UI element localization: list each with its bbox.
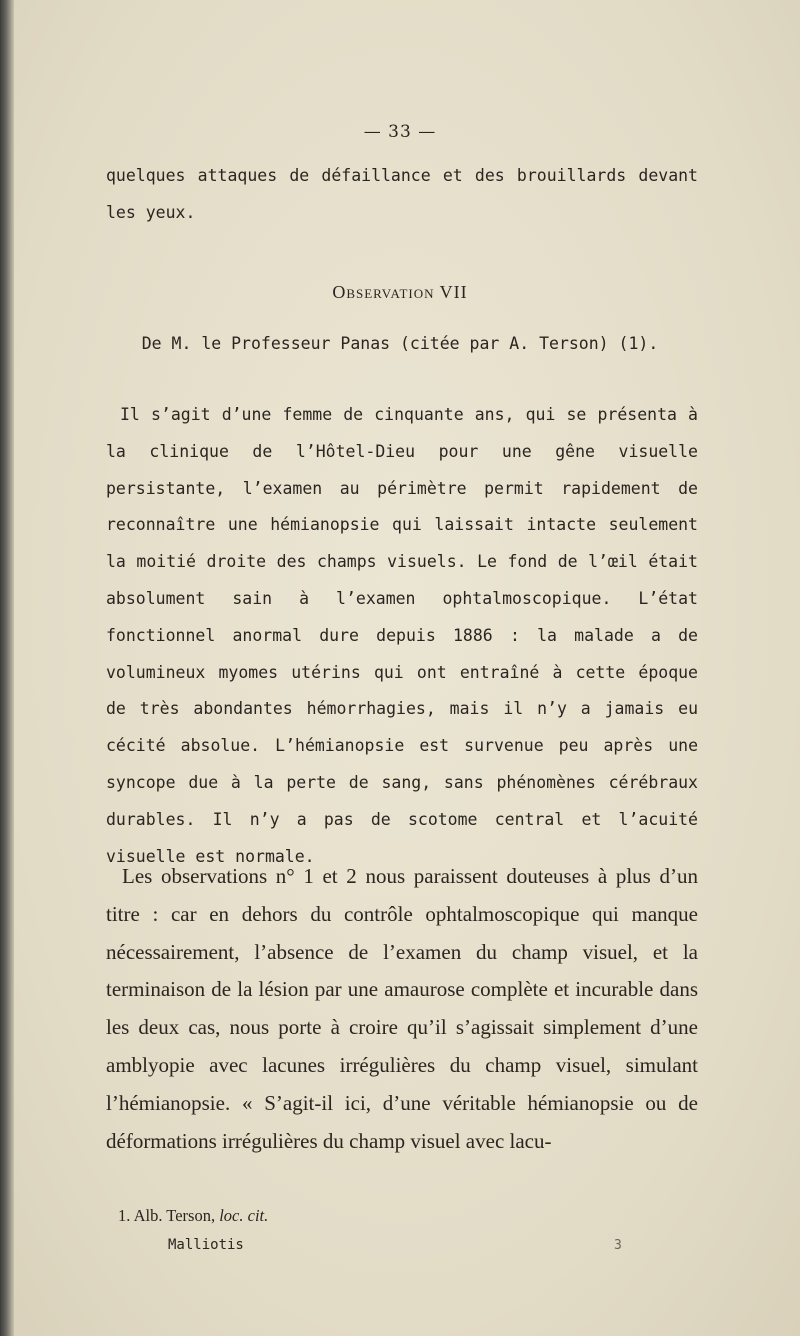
- observation-title: Observation VII: [332, 282, 468, 302]
- footnote: [118, 1206, 268, 1226]
- footnote-text: Alb. Terson,: [133, 1206, 216, 1225]
- observation-body: [106, 397, 698, 875]
- printer-signature: Malliotis: [168, 1237, 244, 1253]
- book-binding-edge: [0, 0, 14, 1336]
- discussion-text: Les observations n° 1 et 2 nous paraissent douteuses à plus d’un titre : car en dehors du contrôle ophtalmoscopique qui manque nécessairement, l’absence de l’examen du champ visuel, et la terminaison de la lésion par une amaurose complète et incurable dans les deux cas, nous porte à croire qu’il s’agissait simplement d’une amblyopie avec lacunes irrégulières du champ visuel, simulant l’hémianopsie. « S’agit-il ici, d’une véritable hémianopsie ou de déformations irrégulières du champ visuel avec lacu-: [106, 864, 698, 1153]
- footnote-marker: 1.: [118, 1206, 131, 1225]
- intro-text: quelques attaques de défaillance et des brouillards devant les yeux.: [106, 166, 698, 222]
- intro-paragraph: [106, 158, 698, 232]
- observation-subtitle: De M. le Professeur Panas (citée par A. Terson) (1).: [141, 334, 659, 353]
- page-number: — 33 —: [363, 122, 437, 142]
- footnote-citation: loc. cit.: [219, 1206, 269, 1225]
- signature-number: 3: [614, 1238, 622, 1253]
- discussion-paragraph: [106, 858, 698, 1160]
- observation-text: Il s’agit d’une femme de cinquante ans, qui se présenta à la clinique de l’Hôtel-Dieu pour une gêne visuelle persistante, l’examen au périmètre permit rapidement de reconnaître une hémianopsie qui laissait intacte seulement la moitié droite des champs visuels. Le fond de l’œil était absolument sain à l’examen ophtalmoscopique. L’état fonctionnel anormal dure depuis 1886 : la malade a de volumineux myomes utérins qui ont entraîné à cette époque de très abondantes hémorrhagies, mais il n’y a jamais eu cécité absolue. L’hémianopsie est survenue peu après une syncope due à la perte de sang, sans phénomènes cérébraux durables. Il n’y a pas de scotome central et l’acuité visuelle est normale.: [106, 405, 698, 866]
